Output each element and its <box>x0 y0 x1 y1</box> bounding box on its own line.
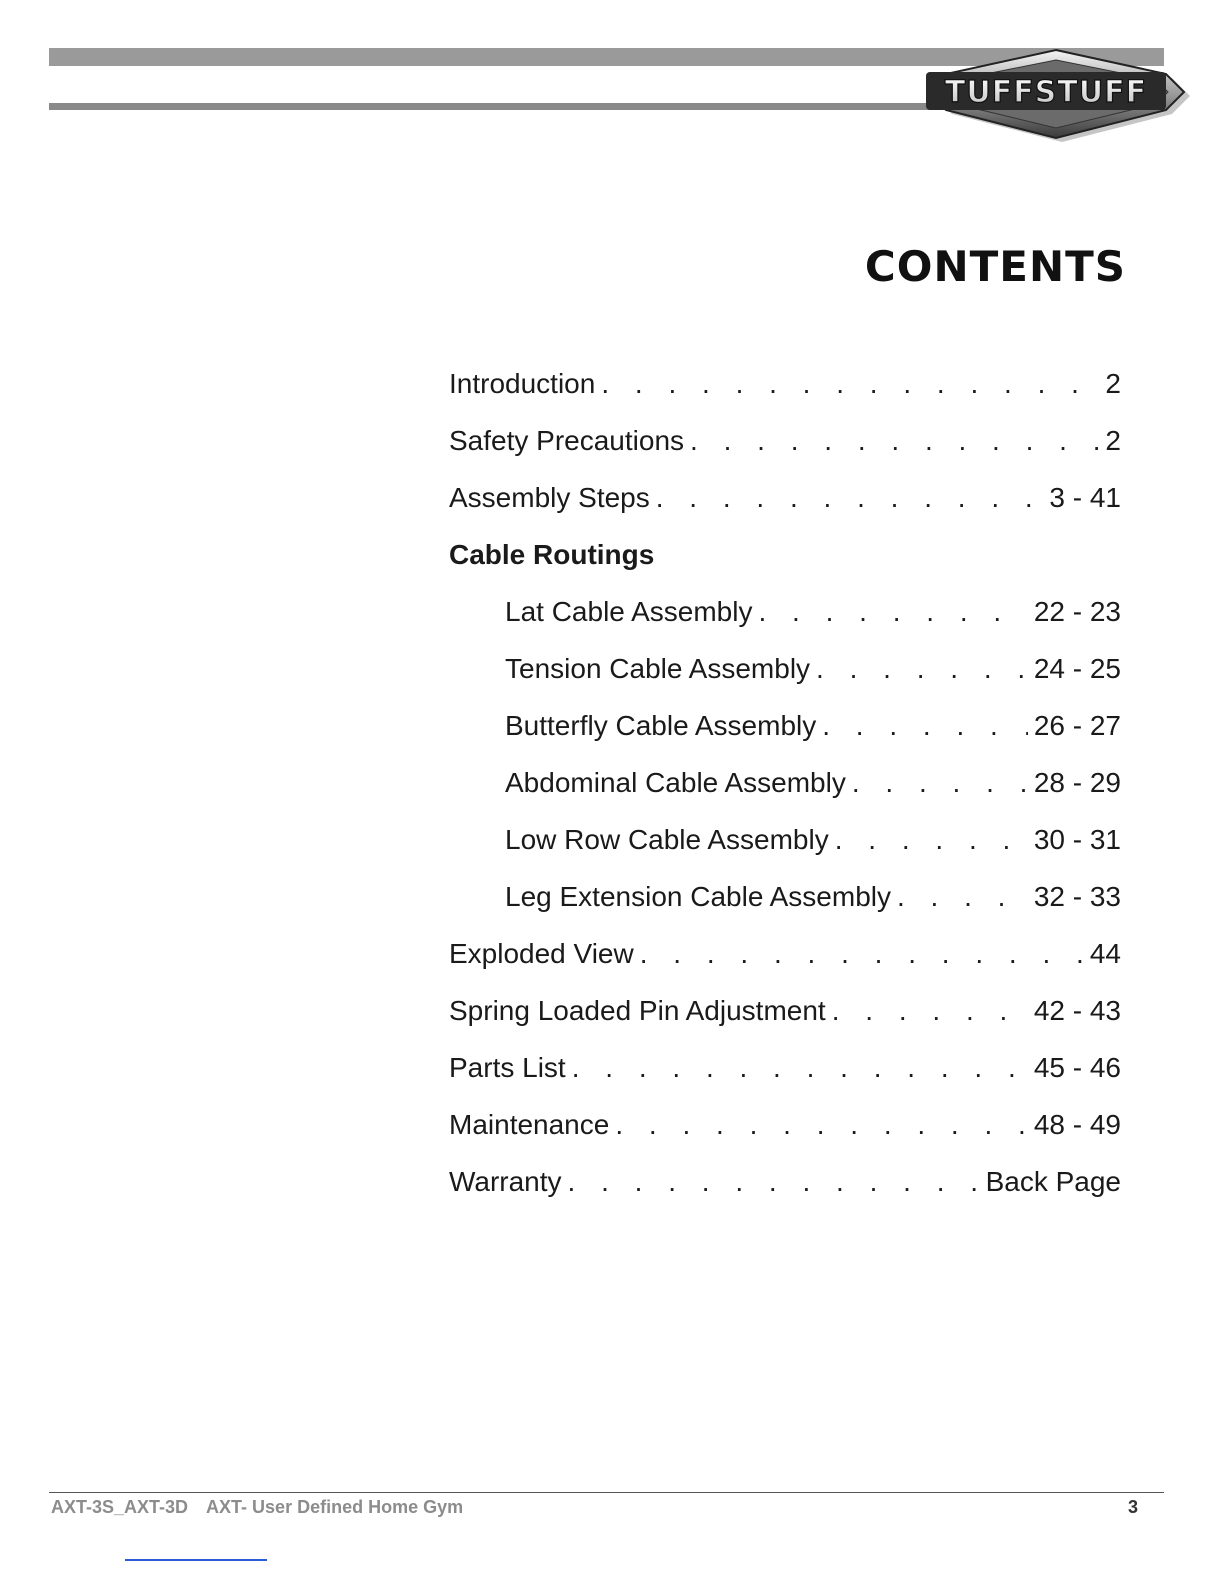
toc-entry-label: Tension Cable Assembly <box>505 653 811 684</box>
toc-dot-leader <box>615 1096 1027 1153</box>
toc-dot-leader <box>897 868 1028 925</box>
toc-dot-leader <box>690 412 1099 469</box>
footer-rule <box>49 1492 1164 1493</box>
toc-entry-page: 2 <box>1105 425 1121 456</box>
toc-entry-label: Exploded View <box>449 938 634 969</box>
toc-entry-label: Leg Extension Cable Assembly <box>505 881 891 912</box>
toc-entry-page: 45 - 46 <box>1033 1052 1121 1083</box>
toc-entry-page: 24 - 25 <box>1033 653 1121 684</box>
toc-entry[interactable] <box>449 1096 1121 1153</box>
toc-entry[interactable] <box>449 1039 1121 1096</box>
toc-section-heading[interactable] <box>449 526 1121 583</box>
toc-entry-label: Abdominal Cable Assembly <box>505 767 846 798</box>
toc-entry[interactable] <box>449 982 1121 1039</box>
toc-dot-leader <box>835 811 1028 868</box>
toc-entry[interactable] <box>449 640 1121 697</box>
toc-entry-label: Parts List <box>449 1052 566 1083</box>
toc-dot-leader <box>640 925 1084 982</box>
toc-entry-label: Maintenance <box>449 1109 610 1140</box>
toc-entry-page: 26 - 27 <box>1033 710 1121 741</box>
toc-dot-leader <box>822 697 1028 754</box>
toc-entry-page: 30 - 31 <box>1033 824 1121 855</box>
footer-model-info <box>51 1497 463 1518</box>
toc-entry-page: 22 - 23 <box>1033 596 1121 627</box>
toc-entry[interactable] <box>449 469 1121 526</box>
toc-entry-page: 48 - 49 <box>1033 1109 1121 1140</box>
toc-dot-leader <box>568 1153 980 1210</box>
toc-entry-page: 2 <box>1105 368 1121 399</box>
header-bar-bottom <box>49 103 1049 110</box>
toc-entry[interactable] <box>449 925 1121 982</box>
toc-entry-page: 28 - 29 <box>1033 767 1121 798</box>
toc-entry-page: 44 <box>1089 938 1121 969</box>
toc-entry[interactable] <box>449 868 1121 925</box>
toc-dot-leader <box>601 355 1099 412</box>
table-of-contents <box>449 355 1121 1210</box>
tuffstuff-logo <box>918 46 1198 142</box>
toc-entry[interactable] <box>449 1153 1121 1210</box>
footer-product: AXT- User Defined Home Gym <box>206 1497 464 1517</box>
toc-dot-leader <box>758 583 1027 640</box>
footer-link-underline[interactable] <box>125 1559 267 1561</box>
toc-entry-page: 42 - 43 <box>1033 995 1121 1026</box>
toc-entry-page: Back Page <box>985 1166 1121 1197</box>
toc-entry-label: Low Row Cable Assembly <box>505 824 829 855</box>
toc-entry-label: Spring Loaded Pin Adjustment <box>449 995 826 1026</box>
toc-entry-label: Butterfly Cable Assembly <box>505 710 817 741</box>
toc-dot-leader <box>656 469 1044 526</box>
footer-page-number: 3 <box>1127 1497 1138 1517</box>
toc-entry[interactable] <box>449 811 1121 868</box>
toc-entry-label: Safety Precautions <box>449 425 685 456</box>
page-title: CONTENTS <box>864 242 1126 291</box>
toc-entry-label: Warranty <box>449 1166 562 1197</box>
toc-dot-leader <box>816 640 1028 697</box>
toc-entry-label: Cable Routings <box>449 539 655 570</box>
toc-entry-page: 32 - 33 <box>1033 881 1121 912</box>
toc-entry-label: Assembly Steps <box>449 482 650 513</box>
toc-dot-leader <box>832 982 1028 1039</box>
toc-entry-label: Lat Cable Assembly <box>505 596 753 627</box>
toc-entry[interactable] <box>449 583 1121 640</box>
toc-entry[interactable] <box>449 697 1121 754</box>
toc-dot-leader <box>572 1039 1028 1096</box>
toc-entry-page: 3 - 41 <box>1049 482 1121 513</box>
toc-entry-label: Introduction <box>449 368 596 399</box>
footer-model: AXT-3S_AXT-3D <box>51 1497 189 1517</box>
toc-dot-leader <box>852 754 1028 811</box>
toc-entry[interactable] <box>449 754 1121 811</box>
toc-entry[interactable] <box>449 355 1121 412</box>
logo-text: TUFFSTUFF <box>944 75 1148 110</box>
toc-entry[interactable] <box>449 412 1121 469</box>
